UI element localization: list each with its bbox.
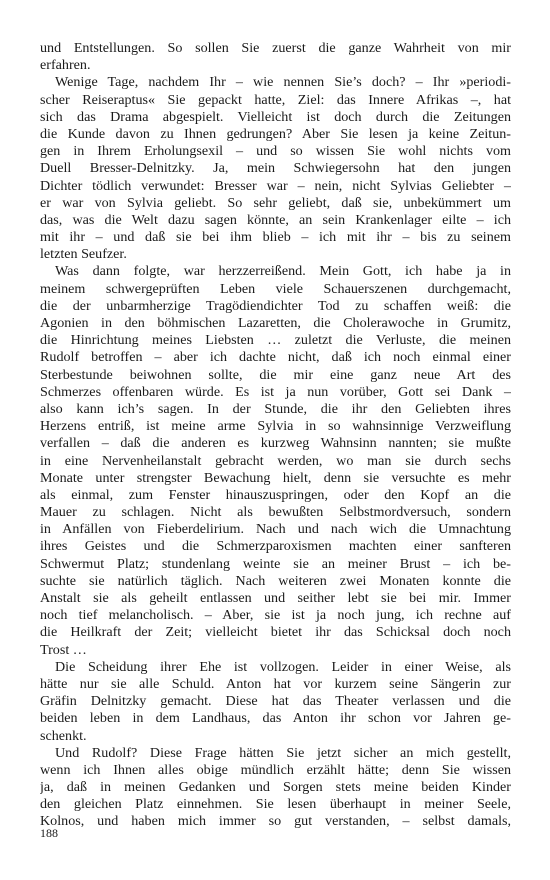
text-line: verfallen – daß die anderen es kurzweg Wahnsinn nannten; sie mußte [40, 435, 511, 452]
text-line: also kann ich’s sagen. In der Stunde, die ihr den Geliebten ihres [40, 400, 511, 417]
text-line: ja, daß in meinen Gedanken und Sorgen stets meine beiden Kinder [40, 779, 511, 796]
text-line: er war von Sylvia geliebt. So sehr geliebt, daß sie, unbekümmert um [40, 194, 511, 211]
text-line: noch tief melancholisch. – Aber, sie ist ja noch jung, ich rechne auf [40, 607, 511, 624]
text-line: Schmerzes offenbaren würde. Es ist ja nun vorüber, Gott sei Dank – [40, 383, 511, 400]
text-line: Anstalt sie als geheilt entlassen und seither lebt sie bei mir. Immer [40, 590, 511, 606]
text-line: das, was die Welt dazu sagen könnte, an sein Krankenlager eilte – ich [40, 211, 511, 228]
text-line: gen in Ihrem Erholungsexil – und so wissen Sie wohl nichts vom [40, 143, 511, 160]
text-line: Monate unter strengster Bewachung hielt, denn sie versuchte es mehr [40, 469, 511, 486]
page-number: 188 [40, 826, 58, 840]
text-line: die Hinrichtung meines Liebsten … zuletzt die Verluste, die meinen [40, 332, 511, 349]
text-line: wenn ich Ihnen alles obige mündlich erzählt hätte; denn Sie wissen [40, 761, 511, 778]
text-line: Was dann folgte, war herzzerreißend. Mein Gott, ich habe ja in [55, 263, 511, 280]
text-line: Die Scheidung ihrer Ehe ist vollzogen. Leider in einer Weise, als [55, 658, 511, 675]
text-line: suchte sie natürlich täglich. Nach weiteren zwei Monaten konnte die [40, 572, 511, 589]
text-line: Kolnos, und haben mich immer so gut verstanden, – selbst damals, [40, 813, 511, 830]
text-line: Schwermut Platz; stundenlang weinte sie an meiner Brust – ich be- [40, 555, 511, 572]
text-line: die der unbarmherzige Tragödiendichter Tod zu schaffen weiß: die [40, 297, 511, 314]
text-line: beiden leben in dem Landhaus, das Anton ihr schon vor Jahren ge- [40, 710, 511, 727]
text-line: Rudolf betroffen – aber ich dachte nicht, daß ich noch einmal einer [40, 349, 511, 366]
text-line: Agonien in den böhmischen Lazaretten, die Cholerawoche in Grumitz, [40, 315, 511, 331]
text-line: Herzens entriß, ist meine arme Sylvia in so wahnsinnige Verzweiflung [40, 418, 511, 435]
text-line: als einmal, zum Fenster hinauszuspringen, oder den Kopf an die [40, 486, 511, 503]
text-line: Trost … [40, 641, 87, 658]
text-line: Und Rudolf? Diese Frage hätten Sie jetzt sicher an mich gestellt, [55, 744, 511, 761]
text-line: hätte nur sie alle Schuld. Anton hat vor kurzem seine Sängerin zur [40, 675, 511, 692]
text-line: Sterbestunde beiwohnen sollte, die mir eine ganz neue Art des [40, 366, 511, 383]
text-line: die Heilkraft der Zeit; vielleicht bietet ihr das Schicksal doch noch [40, 624, 511, 641]
text-line: Mauer zu schlagen. Nicht als bewußten Selbstmordversuch, sondern [40, 504, 511, 521]
text-line: erfahren. [40, 57, 91, 74]
text-line: sich das Drama abgespielt. Vielleicht ist doch durch die Zeitungen [40, 108, 511, 125]
text-line: letzten Seufzer. [40, 246, 127, 263]
text-line: meinem schwergeprüften Leben viele Schauerszenen durchgemacht, [40, 280, 511, 297]
text-line: ihres Geistes und die Schmerzparoxismen machten einer sanfteren [40, 538, 511, 555]
text-line: den gleichen Platz einnehmen. Sie lesen überhaupt in meiner Seele, [40, 796, 511, 813]
text-line: Duell Bresser-Delnitzky. Ja, mein Schwiegersohn hat den jungen [40, 160, 511, 177]
text-line: in eine Nervenheilanstalt gebracht werden, wo man sie durch sechs [40, 452, 511, 469]
text-line: mit ihr – und daß sie bei ihm blieb – ich mit ihr – bis zu seinem [40, 229, 511, 246]
text-line: in Anfällen von Fieberdelirium. Nach und nach wich die Umnachtung [40, 521, 511, 538]
text-line: und Entstellungen. So sollen Sie zuerst die ganze Wahrheit von mir [40, 40, 511, 56]
text-line: scher Reiseraptus« Sie gepackt hatte, Ziel: das Innere Afrikas –, hat [40, 91, 511, 108]
text-line: schenkt. [40, 727, 87, 744]
book-page-body [40, 40, 511, 831]
text-line: die Kunde davon zu Ihnen gedrungen? Aber Sie lesen ja keine Zeitun- [40, 125, 511, 142]
text-line: Dichter tödlich verwundet: Bresser war – nein, nicht Sylvias Geliebter – [40, 177, 511, 194]
text-line: Wenige Tage, nachdem Ihr – wie nennen Sie’s doch? – Ihr »periodi- [55, 74, 511, 91]
text-line: Gräfin Delnitzky gemacht. Diese hat das Theater verlassen und die [40, 693, 511, 710]
